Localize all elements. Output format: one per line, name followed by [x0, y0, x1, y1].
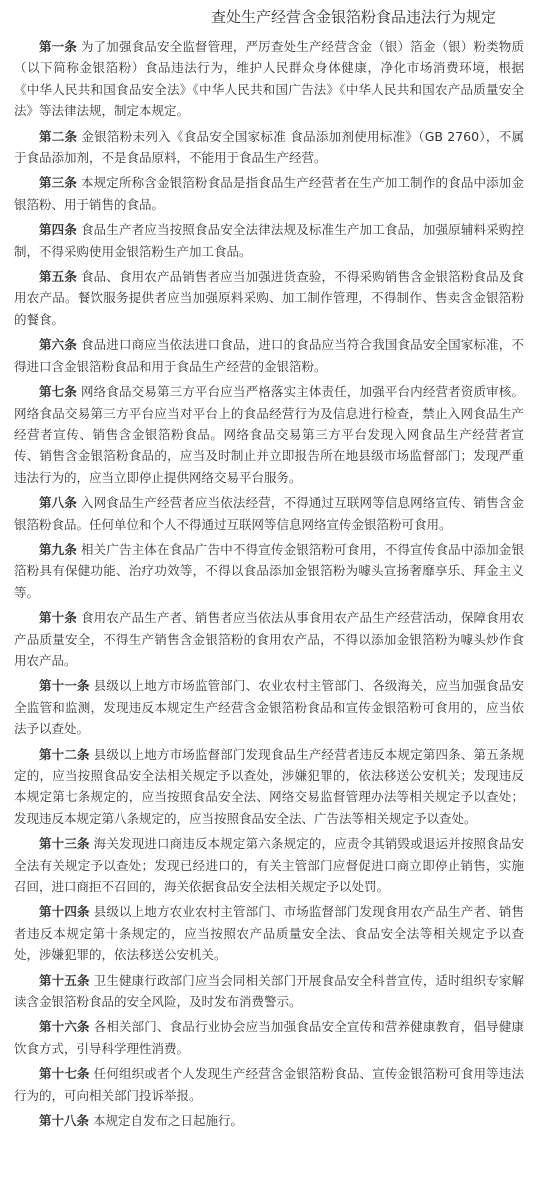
article-text: 县级以上地方市场监管部门、农业农村主管部门、各级海关，应当加强食品安全监管和监测，发现违反本规定生产经营含金银箔粉食品和宣传金银箔粉可食用的，应当依法予以查处。	[14, 678, 524, 737]
article-16	[14, 1016, 524, 1059]
article-14	[14, 901, 524, 965]
article-2	[14, 126, 524, 169]
article-9	[14, 539, 524, 603]
article-number: 第十六条	[39, 1019, 90, 1035]
article-number: 第四条	[39, 222, 77, 238]
article-number: 第十一条	[39, 678, 90, 694]
article-text: 相关广告主体在食品广告中不得宣传金银箔粉可食用，不得宣传食品中添加金银箔粉具有保健功能、治疗功效等，不得以食品添加金银箔粉为噱头宣扬奢靡享乐、拜金主义等。	[14, 541, 524, 600]
article-number: 第七条	[39, 384, 77, 400]
article-15	[14, 970, 524, 1013]
article-number: 第八条	[39, 495, 77, 511]
article-5	[14, 266, 524, 330]
article-number: 第十四条	[39, 904, 90, 920]
article-list	[14, 36, 524, 1132]
article-8	[14, 492, 524, 535]
article-4	[14, 219, 524, 262]
article-text: 本规定自发布之日起施行。	[93, 1113, 244, 1129]
article-text: 县级以上地方市场监督部门发现食品生产经营者违反本规定第四条、第五条规定的，应当按照食品安全法相关规定予以查处，涉嫌犯罪的，依法移送公安机关；发现违反本规定第七条规定的，应当按照食品安全法、网络交易监督管理办法等相关规定予以查处；发现违反本规定第八条规定的，应当按照食品安全法、广告法等相关规定予以查处。	[14, 746, 524, 826]
article-text: 本规定所称含金银箔粉食品是指食品生产经营者在生产加工制作的食品中添加金银箔粉、用于销售的食品。	[14, 175, 524, 212]
article-number: 第十五条	[39, 972, 90, 988]
article-number: 第十条	[39, 610, 77, 626]
article-text: 县级以上地方农业农村主管部门、市场监督部门发现食用农产品生产者、销售者违反本规定第十条规定的，应当按照农产品质量安全法、食品安全法等相关规定予以查处，涉嫌犯罪的，依法移送公安机关。	[14, 904, 524, 963]
article-number: 第十七条	[39, 1066, 90, 1082]
article-text: 为了加强食品安全监督管理，严厉查处生产经营含金（银）箔金（银）粉类物质（以下简称金银箔粉）食品违法行为，维护人民群众身体健康，净化市场消费环境，根据《中华人民共和国食品安全法》《中华人民共和国广告法》《中华人民共和国农产品质量安全法》等法律法规，制定本规定。	[14, 39, 524, 119]
article-6	[14, 334, 524, 377]
article-text: 卫生健康行政部门应当会同相关部门开展食品安全科普宣传，适时组织专家解读含金银箔粉食品的安全风险，及时发布消费警示。	[14, 972, 524, 1010]
article-18	[14, 1110, 524, 1131]
article-11	[14, 675, 524, 739]
article-number: 第十八条	[39, 1113, 90, 1129]
article-number: 第二条	[39, 128, 78, 144]
article-text: 食用农产品生产者、销售者应当依法从事食用农产品生产经营活动，保障食用农产品质量安全，不得生产销售含金银箔粉的食用农产品，不得以添加金银箔粉为噱头炒作食用农产品。	[14, 610, 524, 668]
article-text: 金银箔粉未列入《食品安全国家标准 食品添加剂使用标准》（GB 2760），不属于食品添加剂，不是食品原料，不能用于食品生产经营。	[14, 128, 524, 166]
article-number: 第九条	[39, 541, 77, 557]
article-text: 食品生产者应当按照食品安全法律法规及标准生产加工食品，加强原辅料采购控制，不得采购使用金银箔粉生产加工食品。	[14, 222, 524, 259]
article-number: 第五条	[39, 269, 77, 285]
article-12	[14, 744, 524, 830]
article-text: 网络食品交易第三方平台应当严格落实主体责任，加强平台内经营者资质审核。网络食品交易第三方平台应当对平台上的食品经营行为及信息进行检查，禁止入网食品生产经营者宣传、销售含金银箔粉食品。网络食品交易第三方平台发现入网食品生产经营者宣传、销售含金银箔粉食品的，应当及时制止并立即报告所在地县级市场监督部门；发现严重违法行为的，应当立即停止提供网络交易平台服务。	[14, 384, 524, 485]
article-3	[14, 172, 524, 215]
article-7	[14, 381, 524, 488]
article-17	[14, 1063, 524, 1106]
article-number: 第六条	[39, 337, 77, 353]
article-text: 各相关部门、食品行业协会应当加强食品安全宣传和营养健康教育，倡导健康饮食方式，引导科学理性消费。	[14, 1019, 524, 1056]
article-text: 食品、食用农产品销售者应当加强进货查验，不得采购销售含金银箔粉食品及食用农产品。餐饮服务提供者应当加强原料采购、加工制作管理，不得制作、售卖含金银箔粉的餐食。	[14, 269, 524, 327]
article-text: 任何组织或者个人发现生产经营含金银箔粉食品、宣传金银箔粉可食用等违法行为的，可向相关部门投诉举报。	[14, 1066, 524, 1103]
article-1	[14, 36, 524, 122]
article-number: 第十三条	[39, 836, 90, 852]
article-13	[14, 833, 524, 897]
article-10	[14, 607, 524, 671]
article-number: 第一条	[39, 39, 77, 54]
article-number: 第十二条	[39, 746, 90, 762]
page-title: 查处生产经营含金银箔粉食品违法行为规定	[210, 8, 496, 26]
article-text: 入网食品生产经营者应当依法经营，不得通过互联网等信息网络宣传、销售含金银箔粉食品。任何单位和个人不得通过互联网等信息网络宣传金银箔粉可食用。	[14, 495, 524, 532]
article-text: 海关发现进口商违反本规定第六条规定的，应责令其销毁或退运并按照食品安全法有关规定予以查处；发现已经进口的，有关主管部门应督促进口商立即停止销售，实施召回，进口商拒不召回的，海关依据食品安全法相关规定予以处罚。	[14, 836, 524, 895]
article-text: 食品进口商应当依法进口食品，进口的食品应当符合我国食品安全国家标准，不得进口含金银箔粉食品和用于食品生产经营的金银箔粉。	[14, 337, 524, 374]
article-number: 第三条	[39, 175, 77, 191]
